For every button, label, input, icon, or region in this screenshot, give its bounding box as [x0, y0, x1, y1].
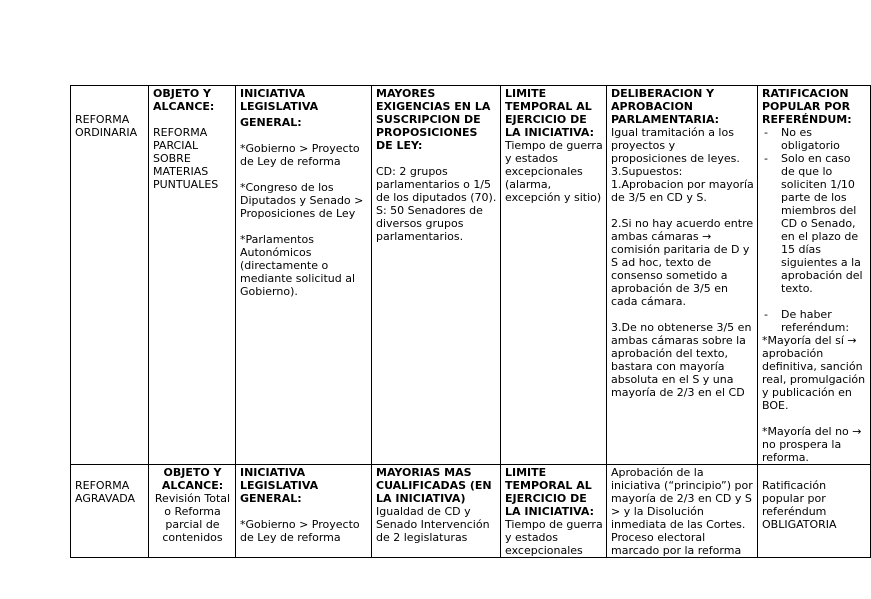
iniciativa-heading: INICIATIVA LEGISLATIVA — [240, 87, 319, 113]
objeto-text: Revisión Total o Reforma parcial de contenidos — [154, 492, 231, 544]
mayorias-text: Igualdad de CD y Senado Intervención de 2 legislaturas — [376, 505, 490, 544]
ratificacion-heading: RATIFICACION POPULAR POR REFERÉNDUM: — [762, 87, 852, 126]
iniciativa-heading: INICIATIVA LEGISLATIVA GENERAL: — [240, 466, 319, 505]
ratificacion-bullet: - No es obligatorio — [762, 126, 867, 152]
iniciativa-item: *Parlamentos Autonómicos (directamente o mediante solicitud al Gobierno). — [240, 233, 356, 298]
ratificacion-note-no: *Mayoría del no → no prospera la reforma. — [762, 425, 862, 464]
reform-comparison-table — [70, 85, 871, 558]
aprobacion-cell — [607, 465, 758, 558]
iniciativa-item: *Gobierno > Proyecto de Ley de reforma — [240, 142, 360, 168]
mayores-s: S: 50 Senadores de diversos grupos parlamentarios. — [376, 204, 483, 243]
iniciativa-item: *Gobierno > Proyecto de Ley de reforma — [240, 518, 360, 544]
ratificacion-note-si: *Mayoría del sí → aprobación definitiva, sanción real, promulgación y publicación en BOE. — [762, 334, 866, 412]
aprobacion-text: Aprobación de la iniciativa (“principio”) por mayoría de 2/3 en CD y S > y la Disolución inmediata de las Cortes. Proceso electoral marcado por la reforma — [611, 466, 753, 557]
limite-text: Tiempo de guerra y estados excepcionales (alarma, excepción y sitio) — [505, 139, 603, 204]
deliberacion-supuesto-3: 3.De no obtenerse 3/5 en ambas cámaras sobre la aprobación del texto, bastara con mayoría absoluta en el S y una mayoría de 2/3 en el CD — [611, 321, 752, 399]
iniciativa-cell — [236, 86, 372, 465]
limite-heading: LIMITE TEMPORAL AL EJERCICIO DE LA INICIATIVA: — [505, 466, 595, 518]
iniciativa-cell — [236, 465, 372, 558]
table-row-reforma-agravada — [71, 465, 871, 558]
table-row-reforma-ordinaria — [71, 86, 871, 465]
objeto-cell — [149, 465, 236, 558]
ratificacion-cell — [758, 465, 871, 558]
limite-cell — [501, 465, 607, 558]
mayores-cd: CD: 2 grupos parlamentarios o 1/5 de los diputados (70). — [376, 165, 497, 204]
limite-text: Tiempo de guerra y estados excepcionales — [505, 518, 603, 557]
objeto-heading: OBJETO Y ALCANCE: — [153, 87, 215, 113]
iniciativa-subheading: GENERAL: — [240, 116, 302, 129]
mayores-heading: MAYORES EXIGENCIAS EN LA SUSCRIPCION DE PROPOSICIONES DE LEY: — [376, 87, 491, 152]
deliberacion-supuesto-1: 1.Aprobacion por mayoría de 3/5 en CD y S. — [611, 178, 754, 204]
mayorias-cell — [372, 465, 501, 558]
mayorias-heading: MAYORIAS MAS CUALIFICADAS (EN LA INICIATIVA) — [376, 466, 492, 505]
deliberacion-intro: Igual tramitación a los proyectos y proposiciones de leyes. — [611, 126, 740, 165]
deliberacion-supuesto-2: 2.Si no hay acuerdo entre ambas cámaras → comisión paritaria de D y S ad hoc, texto de consenso sometido a aprobación de 3/5 en cada cámara. — [611, 217, 754, 308]
objeto-text: REFORMA PARCIAL SOBRE MATERIAS PUNTUALES — [153, 126, 219, 191]
ratificacion-list-2 — [762, 308, 867, 334]
ratificacion-text: Ratificación popular por referéndum OBLIGATORIA — [762, 479, 837, 531]
deliberacion-cell — [607, 86, 758, 465]
deliberacion-supuestos: 3.Supuestos: — [611, 165, 683, 178]
ratificacion-list — [762, 126, 867, 295]
ratificacion-bullet: - Solo en caso de que lo soliciten 1/10 parte de los miembros del CD o Senado, en el plazo de 15 días siguientes a la aprobación del texto. — [762, 152, 867, 295]
limite-cell — [501, 86, 607, 465]
iniciativa-item: *Congreso de los Diputados y Senado > Proposiciones de Ley — [240, 181, 364, 220]
mayores-cell — [372, 86, 501, 465]
deliberacion-heading: DELIBERACION Y APROBACION PARLAMENTARIA: — [611, 87, 720, 126]
row-label: REFORMA AGRAVADA — [75, 479, 136, 505]
ratificacion-cell — [758, 86, 871, 465]
ratificacion-bullet: - De haber referéndum: — [762, 308, 867, 334]
objeto-heading: OBJETO Y ALCANCE: — [161, 466, 224, 492]
row-label: REFORMA ORDINARIA — [75, 113, 138, 139]
limite-heading: LIMITE TEMPORAL AL EJERCICIO DE LA INICIATIVA: — [505, 87, 595, 139]
row-label-cell — [71, 86, 149, 465]
row-label-cell — [71, 465, 149, 558]
objeto-cell — [149, 86, 236, 465]
